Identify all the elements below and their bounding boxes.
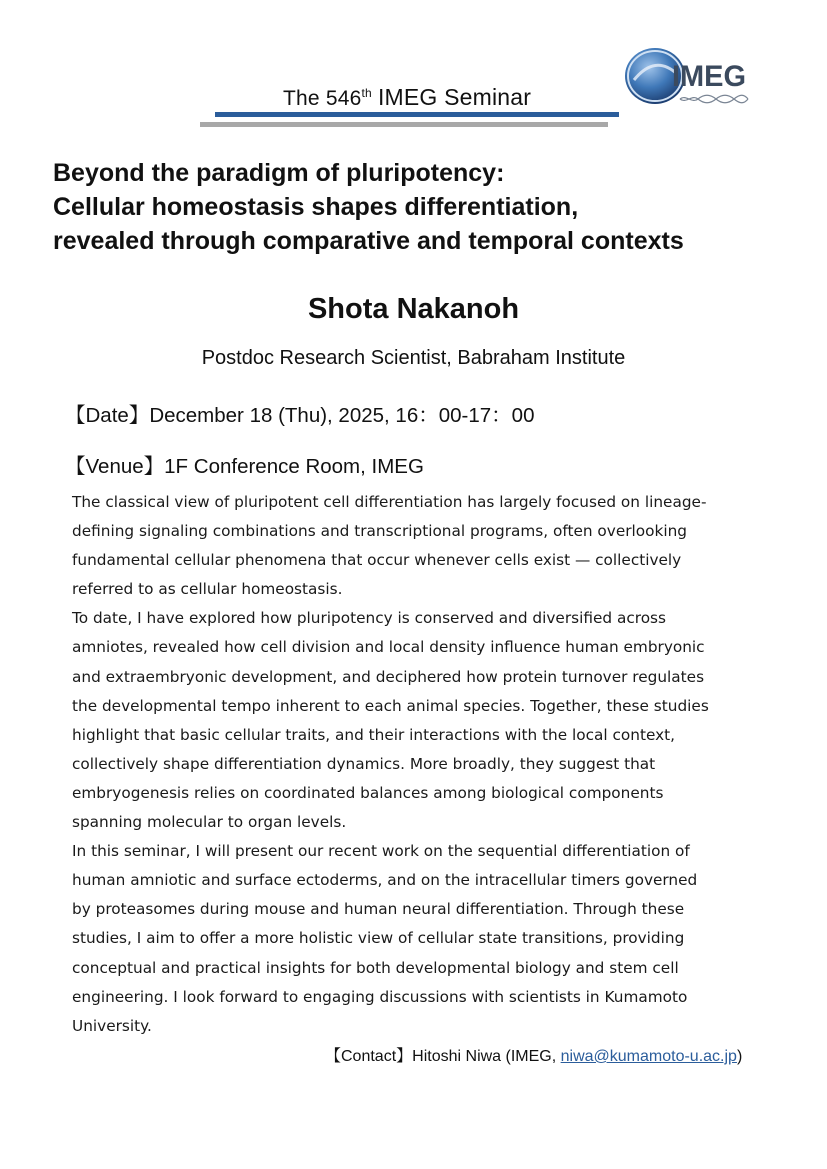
imeg-logo: [622, 44, 752, 114]
contact-email-link[interactable]: niwa@kumamoto-u.ac.jp: [560, 1048, 737, 1065]
header-rule-blue: [215, 112, 619, 117]
contact-name: Hitoshi Niwa (IMEG,: [412, 1048, 561, 1065]
imeg-logo-icon: [622, 44, 752, 114]
abstract-line: referred to as cellular homeostasis.: [72, 580, 343, 599]
series-ordinal: th: [361, 86, 372, 100]
abstract-line: conceptual and practical insights for both developmental biology and stem cell: [72, 958, 679, 977]
abstract-line: spanning molecular to organ levels.: [72, 813, 347, 832]
seminar-series-header: [283, 84, 531, 111]
title-line: revealed through comparative and temporal contexts: [53, 227, 684, 255]
abstract-line: amniotes, revealed how cell division and local density influence human embryonic: [72, 638, 705, 657]
abstract: [72, 488, 762, 1041]
speaker-name: Shota Nakanoh: [307, 293, 520, 325]
venue-label: 【Venue】: [65, 455, 165, 478]
abstract-line: University.: [72, 1016, 152, 1035]
abstract-line: fundamental cellular phenomena that occur whenever cells exist — collectively: [72, 551, 682, 570]
header-rule-gray: [200, 122, 608, 127]
date-line: [65, 398, 534, 428]
speaker-affiliation: Postdoc Research Scientist, Babraham Institute: [201, 347, 626, 369]
abstract-line: by proteasomes during mouse and human neural differentiation. Through these: [72, 900, 685, 919]
abstract-line: The classical view of pluripotent cell differentiation has largely focused on lineage-: [72, 493, 707, 511]
series-prefix: The 546: [283, 87, 362, 110]
abstract-line: highlight that basic cellular traits, and their interactions with the local context,: [72, 725, 676, 744]
abstract-line: collectively shape differentiation dynamics. More broadly, they suggest that: [72, 754, 656, 773]
venue-value: 1F Conference Room, IMEG: [164, 455, 424, 478]
contact-suffix: ): [736, 1048, 743, 1065]
seminar-title: [53, 156, 813, 258]
title-line: Beyond the paradigm of pluripotency:: [53, 159, 505, 187]
logo-text: IMEG: [672, 60, 746, 93]
abstract-line: defining signaling combinations and transcriptional programs, often overlooking: [72, 522, 688, 541]
abstract-line: To date, I have explored how pluripotency is conserved and diversified across: [72, 609, 667, 628]
abstract-line: engineering. I look forward to engaging discussions with scientists in Kumamoto: [72, 987, 688, 1006]
abstract-line: studies, I aim to offer a more holistic view of cellular state transitions, providing: [72, 929, 685, 948]
series-name: IMEG Seminar: [377, 84, 532, 110]
abstract-line: the developmental tempo inherent to each animal species. Together, these studies: [72, 696, 709, 715]
abstract-line: human amniotic and surface ectoderms, and on the intracellular timers governed: [72, 871, 698, 890]
title-line: Cellular homeostasis shapes differentiation,: [53, 193, 579, 221]
abstract-line: embryogenesis relies on coordinated balances among biological components: [72, 783, 664, 802]
abstract-line: and extraembryonic development, and deciphered how protein turnover regulates: [72, 667, 705, 686]
contact-line: [325, 1043, 742, 1066]
abstract-line: In this seminar, I will present our recent work on the sequential differentiation of: [72, 842, 690, 861]
date-value: December 18 (Thu), 2025, 16：00-17：00: [149, 404, 535, 427]
contact-label: 【Contact】: [325, 1048, 413, 1065]
venue-line: [65, 449, 424, 479]
date-label: 【Date】: [65, 404, 150, 427]
